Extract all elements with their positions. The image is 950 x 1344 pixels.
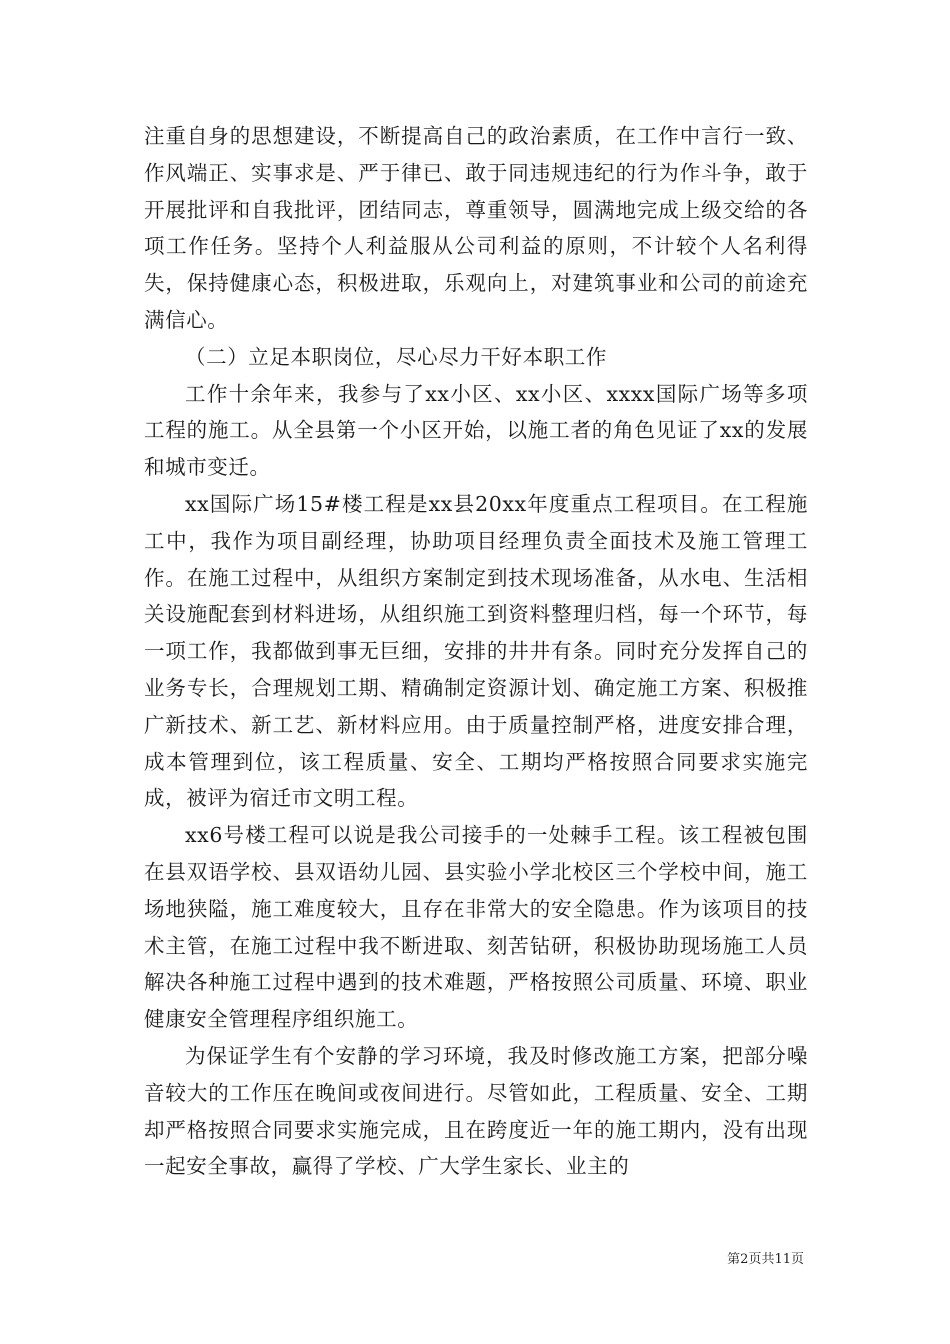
section-heading: （二）立足本职岗位，尽心尽力干好本职工作 — [185, 344, 607, 369]
paragraph-continued: 注重自身的思想建设，不断提高自己的政治素质，在工作中言行一致、作风端正、实事求是、严于律已、敢于同违规违纪的行为作斗争，敢于开展批评和自我批评，团结同志，尊重领导，圆满地完成上级交给的各项工作任务。坚持个人利益服从公司利益的原则，不计较个人名利得失，保持健康心态，积极进取，乐观向上，对建筑事业和公司的前途充满信心。 — [144, 124, 808, 332]
paragraph-experience: 工作十余年来，我参与了xx小区、xx小区、xxxx国际广场等多项工程的施工。从全县第一个小区开始，以施工者的角色见证了xx的发展和城市变迁。 — [144, 381, 808, 480]
document-body — [144, 118, 808, 1185]
paragraph-building6-project: xx6号楼工程可以说是我公司接手的一处棘手工程。该工程被包围在县双语学校、县双语幼儿园、县实验小学北校区三个学校中间，施工场地狭隘，施工难度较大，且存在非常大的安全隐患。作为该项目的技术主管，在施工过程中我不断进取、刻苦钻研，积极协助现场施工人员解决各种施工过程中遇到的技术难题，严格按照公司质量、环境、职业健康安全管理程序组织施工。 — [144, 823, 808, 1032]
paragraph-plaza-project: xx国际广场15#楼工程是xx县20xx年度重点工程项目。在工程施工中，我作为项目副经理，协助项目经理负责全面技术及施工管理工作。在施工过程中，从组织方案制定到技术现场准备，从水电、生活相关设施配套到材料进场，从组织施工到资料整理归档，每一个环节，每一项工作，我都做到事无巨细，安排的井井有条。同时充分发挥自己的业务专长，合理规划工期、精确制定资源计划、确定施工方案、积极推广新技术、新工艺、新材料应用。由于质量控制严格，进度安排合理，成本管理到位，该工程质量、安全、工期均严格按照合同要求实施完成，被评为宿迁市文明工程。 — [144, 491, 808, 811]
paragraph-student-environment: 为保证学生有个安静的学习环境，我及时修改施工方案，把部分噪音较大的工作压在晚间或夜间进行。尽管如此，工程质量、安全、工期却严格按照合同要求实施完成，且在跨度近一年的施工期内，没有出现一起安全事故，赢得了学校、广大学生家长、业主的 — [144, 1043, 808, 1179]
page-number: 第2页共11页 — [727, 1252, 804, 1267]
